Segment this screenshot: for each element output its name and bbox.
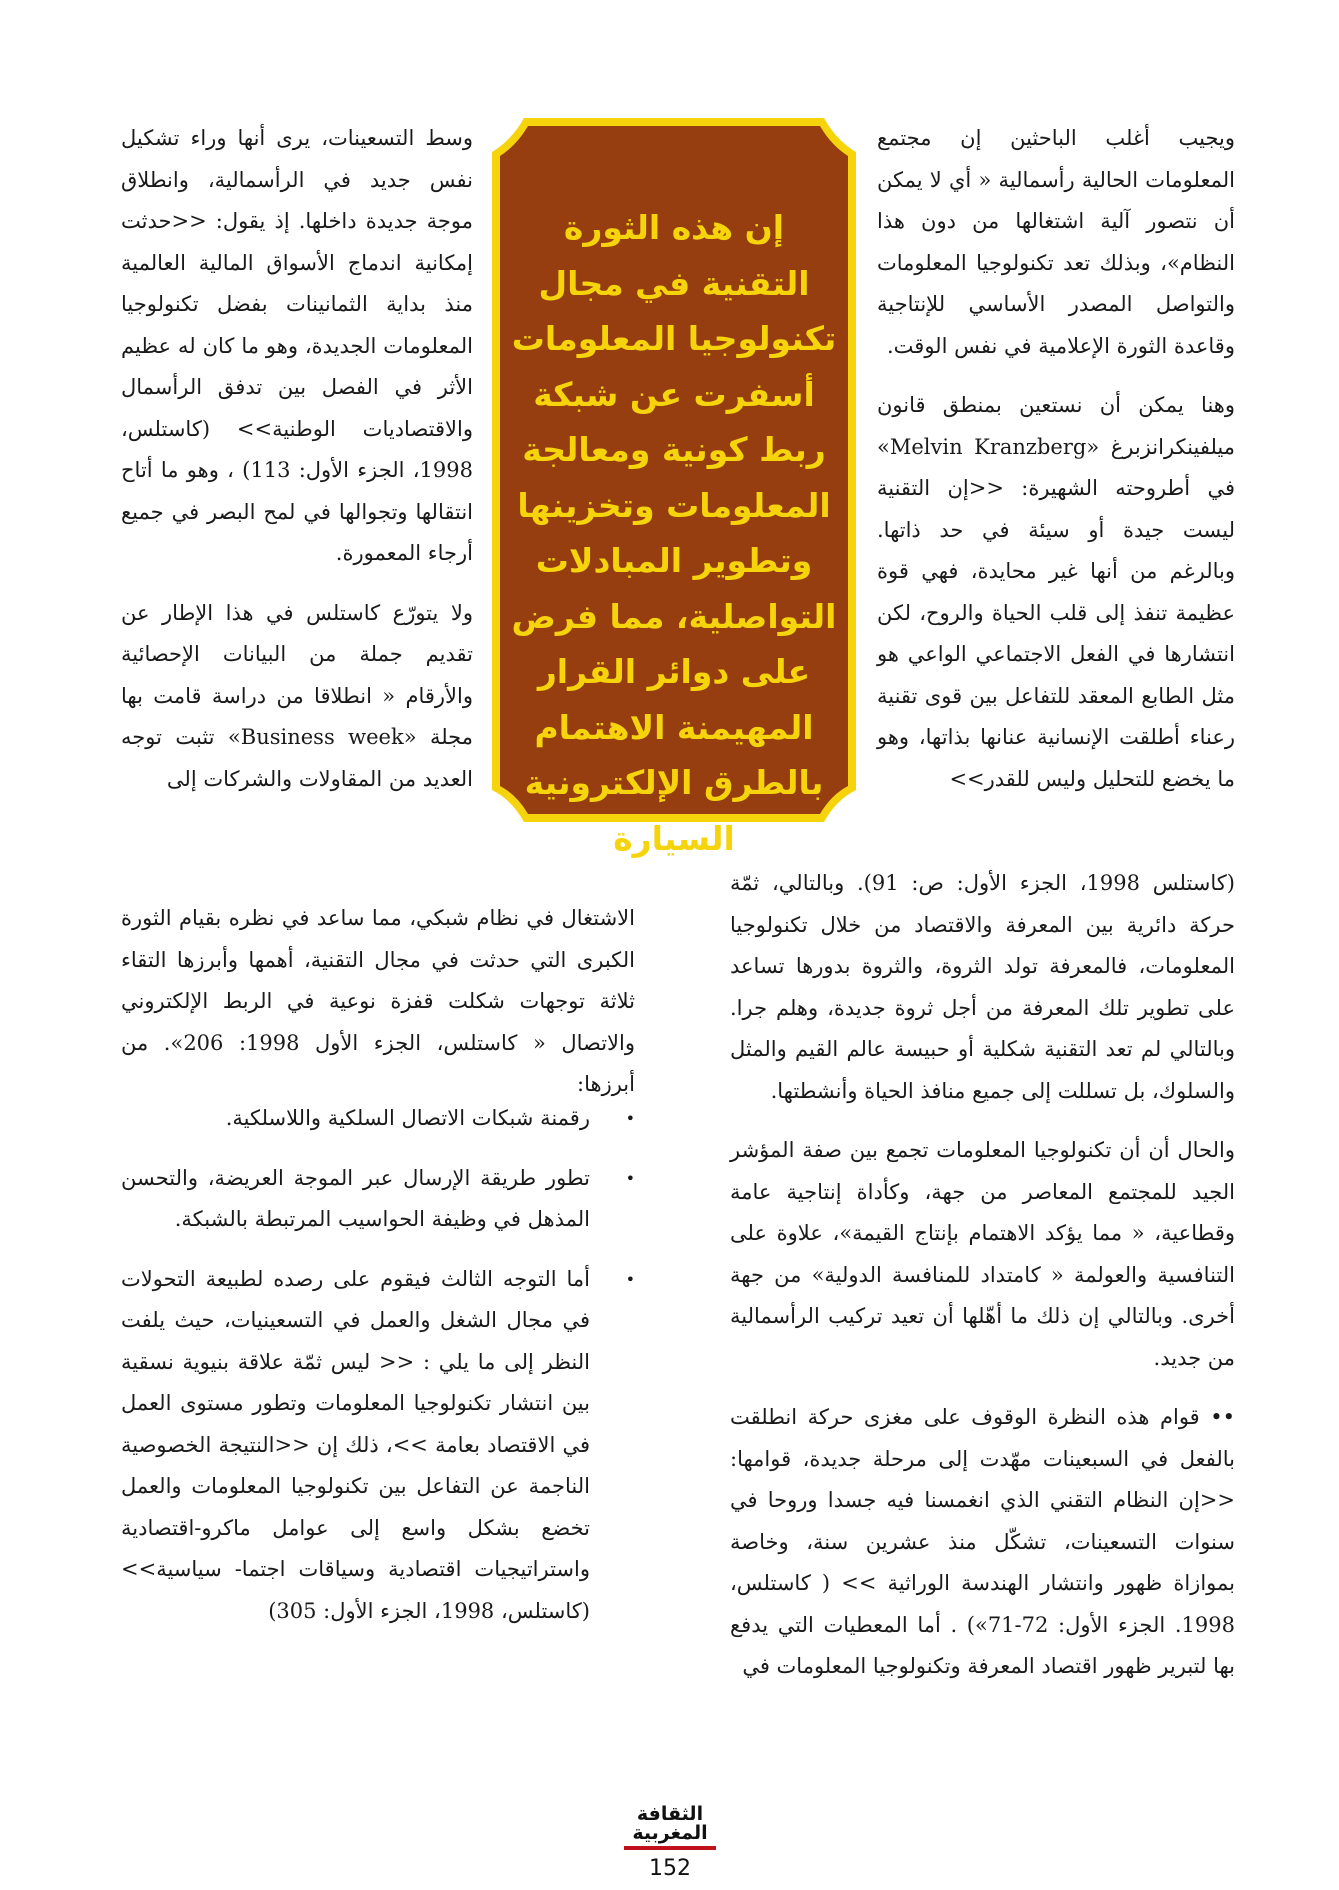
paragraph: (كاستلس 1998، الجزء الأول: ص: 91). وبالتالي، ثمّة حركة دائرية بين المعرفة والاقتصاد من خلال تكنولوجيا المعلومات، فالمعرفة تولد الثروة، والثروة بدورها تساعد على تطوير تلك المعرفة من أجل ثروة جديدة، وهلم جرا. وبالتالي لم تعد التقنية شكلية أو حبيسة عالم القيم والمثل والسلوك، بل تسللت إلى جميع منافذ الحياة وأنشطتها. [730, 871, 1235, 1103]
magazine-logo [624, 1805, 716, 1850]
paragraph: ويجيب أغلب الباحثين إن مجتمع المعلومات الحالية رأسمالية « أي لا يمكن أن نتصور آلية اشتغالها من دون هذا النظام»، وبذلك تعد تكنولوجيا المعلومات والتواصل المصدر الأساسي للإنتاجية وقاعدة الثورة الإعلامية في نفس الوقت. [877, 126, 1235, 358]
bullet-marker: • [625, 1109, 635, 1128]
right-lower-column [730, 863, 1235, 1808]
left-column [121, 118, 473, 898]
list-item-text: رقمنة شبكات الاتصال السلكية واللاسلكية. [225, 1106, 590, 1130]
paragraph: •• قوام هذه النظرة الوقوف على مغزى حركة انطلقت بالفعل في السبعينات مهّدت إلى مرحلة جديدة، قوامها: <<إن النظام التقني الذي انغمسنا فيه جسدا وروحا في سنوات التسعينات، تشكّل منذ عشرين سنة، وخاصة بموازاة ظهور وانتشار الهندسة الوراثية >> ( كاستلس، 1998. الجزء الأول: 72-71») . أما المعطيات التي يدفع بها لتبرير ظهور اقتصاد المعرفة وتكنولوجيا المعلومات في [730, 1405, 1235, 1678]
bullet-marker: • [625, 1168, 635, 1188]
spanning-paragraph [121, 898, 635, 1096]
paragraph: والحال أن أن تكنولوجيا المعلومات تجمع بين صفة المؤشر الجيد للمجتمع المعاصر من جهة، وكأداة إنتاجية عامة وقطاعية، « مما يؤكد الاهتمام بإنتاج القيمة»، علاوة على التنافسية والعولمة « كامتداد للمنافسة الدولية» من جهة أخرى. وبالتالي إن ذلك ما أهّلها أن تعيد تركيب الرأسمالية من جديد. [730, 1138, 1235, 1370]
paragraph: وسط التسعينات، يرى أنها وراء تشكيل نفس جديد في الرأسمالية، وانطلاق موجة جديدة داخلها. إذ يقول: <<حدثت إمكانية اندماج الأسواق المالية العالمية منذ بداية الثمانينات بفضل تكنولوجيا المعلومات الجديدة، وهو ما كان له عظيم الأثر في الفصل بين تدفق الرأسمال والاقتصاديات الوطنية>> (كاستلس، 1998، الجزء الأول: 113) ، وهو ما أتاح انتقالها وتجوالها في لمح البصر في جميع أرجاء المعمورة. [121, 126, 473, 565]
page-footer [600, 1805, 740, 1885]
list-item [121, 1098, 635, 1140]
logo-line: الثقافة [636, 1803, 704, 1825]
list-item-text: أما التوجه الثالث فيقوم على رصده لطبيعة التحولات في مجال الشغل والعمل في التسعينيات، حيث يلفت النظر إلى ما يلي : << ليس ثمّة علاقة بنيوية نسقية بين انتشار تكنولوجيا المعلومات وتطور مستوى العمل في الاقتصاد بعامة >>، ذلك إن <<النتيجة الخصوصية الناجمة عن التفاعل بين تكنولوجيا المعلومات والعمل تخضع بشكل واسع إلى عوامل ماكرو-اقتصادية واستراتيجيات اقتصادية وسياقات اجتما- سياسية>> (كاستلس، 1998، الجزء الأول: 305) [121, 1266, 590, 1623]
bullet-list [121, 1098, 635, 1783]
logo-line: المغربية [624, 1824, 716, 1850]
list-item-text: تطور طريقة الإرسال عبر الموجة العريضة، والتحسن المذهل في وظيفة الحواسيب المرتبطة بالشبكة. [121, 1165, 590, 1231]
right-column [877, 118, 1235, 863]
paragraph: ولا يتورّع كاستلس في هذا الإطار عن تقديم جملة من البيانات الإحصائية والأرقام « انطلاقا من دراسة قامت بها مجلة «Business week» تثبت توجه العديد من المقاولات والشركات إلى [121, 600, 473, 791]
list-item [121, 1259, 635, 1633]
bullet-marker: • [625, 1269, 635, 1289]
page-number: 152 [649, 1856, 691, 1881]
list-item [121, 1158, 635, 1241]
pull-quote-text: إن هذه الثورة التقنية في مجال تكنولوجيا المعلومات أسفرت عن شبكة ربط كونية ومعالجة المعلومات وتخزينها وتطوير المبادلات التواصلية، مما فرض على دوائر القرار المهيمنة الاهتمام بالطرق الإلكترونية السيارة [511, 208, 837, 858]
pull-quote-box [484, 110, 864, 858]
paragraph: الاشتغال في نظام شبكي، مما ساعد في نظره بقيام الثورة الكبرى التي حدثت في مجال التقنية، أهمها وأبرزها التقاء ثلاثة توجهات شكلت قفزة نوعية في الربط الإلكتروني والاتصال « كاستلس، الجزء الأول 1998: 206». من أبرزها: [121, 906, 635, 1096]
paragraph: وهنا يمكن أن نستعين بمنطق قانون ميلفينكرانزبرغ «Melvin Kranzberg» في أطروحته الشهيرة: <<إن التقنية ليست جيدة أو سيئة في حد ذاتها. وبالرغم من أنها غير محايدة، فهي قوة عظيمة تنفذ إلى قلب الحياة والروح، لكن انتشارها في الفعل الاجتماعي الواعي هو مثل الطابع المعقد للتفاعل بين قوى تقنية رعناء أطلقت الإنسانية عنانها بذاتها، وهو ما يخضع للتحليل وليس للقدر>> [877, 393, 1235, 791]
